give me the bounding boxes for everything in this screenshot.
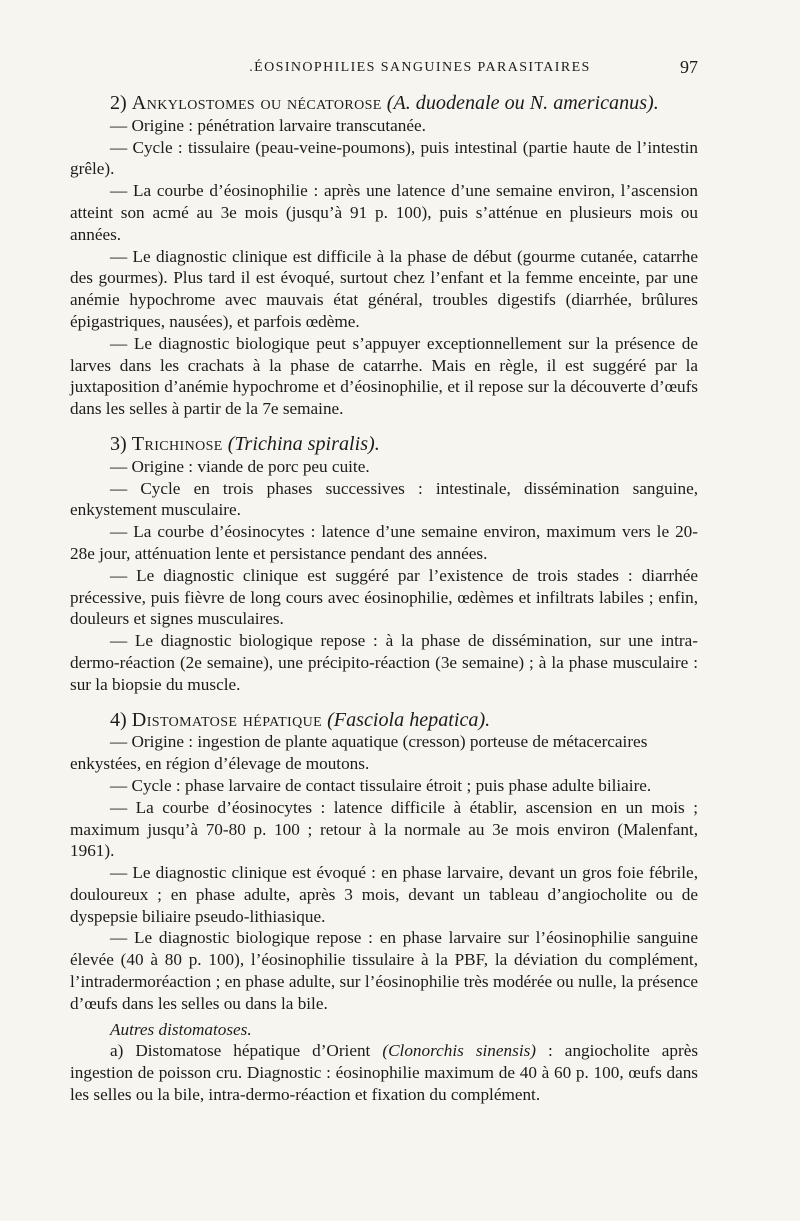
section-number: 4)	[110, 708, 127, 731]
section-title: Ankylostomes ou nécatorose	[131, 92, 382, 114]
paragraph-courbe: — La courbe d’éosinocytes : latence d’une semaine environ, maximum vers le 20-28e jour, atténuation lente et persistance pendant des années.	[70, 522, 698, 563]
section-heading-distomatose	[70, 710, 698, 732]
section-number: 2)	[110, 92, 127, 114]
paragraph-diagnostic-biologique: — Le diagnostic biologique repose : en phase larvaire sur l’éosinophilie sanguine élevée (40 à 80 p. 100), l’éosinophilie tissulaire à la PBF, la déviation du complément, l’intradermoréaction ; en phase adulte, sur l’éosinophilie très modérée ou nulle, la présence d’œufs dans les selles ou dans la bile.	[70, 928, 698, 1013]
section-latin-name: (A. duodenale ou N. americanus).	[386, 92, 659, 114]
page-header	[70, 57, 700, 84]
running-title: .ÉOSINOPHILIES SANGUINES PARASITAIRES	[249, 60, 591, 75]
paragraph-cycle: — Cycle : phase larvaire de contact tissulaire étroit ; puis phase adulte biliaire.	[110, 775, 652, 795]
section-number: 3)	[110, 432, 127, 455]
paragraph-distomatose-orient	[70, 1040, 698, 1105]
section-latin-name: (Fasciola hepatica).	[327, 708, 491, 731]
item-latin-name: (Clonorchis sinensis)	[382, 1041, 537, 1061]
page-body	[70, 93, 698, 1106]
item-text: : angiocholite après ingestion de poisson cru. Diagnostic : éosinophilie maximum de 40 à 60 p. 100, œufs dans les selles ou la bile, intra-dermo-réaction et fixation du complément.	[70, 1041, 699, 1105]
paragraph-origine: — Origine : ingestion de plante aquatique (cresson) porteuse de métacercaires enkystées, en région d’élevage de moutons.	[70, 732, 648, 774]
paragraph-diagnostic-biologique: — Le diagnostic biologique repose : à la phase de dissémination, sur une intra-dermo-réaction (2e semaine), une précipito-réaction (3e semaine) ; à la phase musculaire : sur la biopsie du muscle.	[70, 631, 698, 694]
paragraph-cycle: — Cycle : tissulaire (peau-veine-poumons), puis intestinal (partie haute de l’intestin grêle).	[70, 137, 698, 179]
section-title: Distomatose hépatique	[131, 708, 323, 731]
paragraph-diagnostic-clinique: — Le diagnostic clinique est évoqué : en phase larvaire, devant un gros foie fébrile, douloureux ; en phase adulte, après 3 mois, devant un tableau d’angiocholite ou de dyspepsie biliaire pseudo-lithiasique.	[70, 863, 698, 926]
item-prefix: a) Distomatose hépatique d’Orient	[110, 1041, 371, 1061]
paragraph-diagnostic-clinique: — Le diagnostic clinique est difficile à la phase de début (gourme cutanée, catarrhe des gourmes). Plus tard il est évoqué, surtout chez l’enfant et la femme enceinte, par une anémie hypochrome avec mauvais état général, troubles digestifs (diarrhée, brûlures épigastriques, nausées), et parfois œdème.	[70, 246, 698, 331]
section-heading-ankylostomes	[70, 93, 698, 115]
paragraph-diagnostic-clinique: — Le diagnostic clinique est suggéré par l’existence de trois stades : diarrhée précessive, puis fièvre de long cours avec éosinophilie, œdèmes et infiltrats labiles ; enfin, douleurs et signes musculaires.	[70, 565, 698, 629]
paragraph-origine: — Origine : pénétration larvaire transcutanée.	[110, 115, 426, 135]
paragraph-origine: — Origine : viande de porc peu cuite.	[110, 456, 370, 476]
paragraph-courbe: — La courbe d’éosinocytes : latence difficile à établir, ascension en un mois ; maximum jusqu’à 70-80 p. 100 ; retour à la normale au 3e mois environ (Malenfant, 1961).	[70, 797, 698, 861]
subheading-autres-distomatoses: Autres distomatoses.	[110, 1019, 252, 1039]
section-title: Trichinose	[131, 432, 223, 455]
paragraph-diagnostic-biologique: — Le diagnostic biologique peut s’appuyer exceptionnellement sur la présence de larves dans les crachats à la phase de catarrhe. Mais en règle, il est suggéré par la juxtaposition d’anémie hypochrome et d’éosinophilie, et il repose sur la découverte d’œufs dans les selles à partir de la 7e semaine.	[70, 333, 698, 419]
section-latin-name: (Trichina spiralis).	[227, 432, 380, 455]
page-number: 97	[680, 57, 698, 77]
paragraph-cycle: — Cycle en trois phases successives : intestinale, dissémination sanguine, enkystement musculaire.	[70, 478, 698, 520]
paragraph-courbe: — La courbe d’éosinophilie : après une latence d’une semaine environ, l’ascension atteint son acmé au 3e mois (jusqu’à 91 p. 100), puis s’atténue en plusieurs mois ou années.	[70, 181, 698, 244]
section-heading-trichinose	[70, 434, 698, 456]
